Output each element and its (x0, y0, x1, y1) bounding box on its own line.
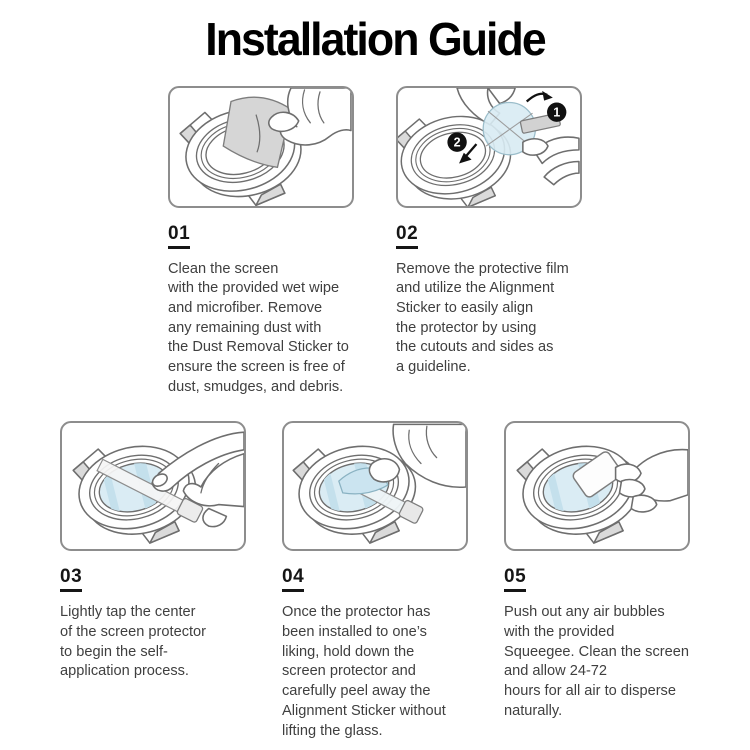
step-02-number: 02 (396, 223, 418, 249)
curled-finger (203, 509, 226, 527)
step-02-illustration (398, 88, 580, 206)
steps-row-top (0, 86, 750, 398)
step-01 (168, 86, 354, 398)
step-05-number: 05 (504, 566, 526, 592)
steps-row-bottom (0, 421, 750, 741)
step-02-illustration-box (396, 86, 582, 208)
curved-arrow-head (542, 90, 553, 100)
finger (488, 88, 515, 103)
step-02 (396, 86, 582, 398)
step-05-illustration (506, 423, 688, 549)
step-04-number: 04 (282, 566, 304, 592)
step-01-illustration (170, 88, 352, 206)
step-04 (282, 421, 468, 741)
installation-guide-page (0, 14, 750, 750)
step-03-description: Lightly tap the center of the screen protector to begin the self- application process. (60, 604, 207, 680)
badge-2-label: 2 (453, 135, 461, 150)
step-05-illustration-box (504, 421, 690, 551)
step-03-number: 03 (60, 566, 82, 592)
step-01-description: Clean the screen with the provided wet wipe and microfiber. Remove any remaining dust with the Dust Removal Sticker to ensure the screen is free of dust, smudges, and debris. (168, 260, 349, 395)
step-04-description: Once the protector has been installed to one’s liking, hold down the screen protector and carefully peel away the Alignment Sticker without lifting the glass. (282, 604, 446, 739)
step-04-illustration (284, 423, 466, 549)
step-03 (60, 421, 246, 741)
step-02-description: Remove the protective film and utilize the Alignment Sticker to easily align the protector by using the cutouts and sides as a guideline. (396, 260, 569, 376)
step-05 (504, 421, 690, 741)
step-03-illustration-box (60, 421, 246, 551)
step-01-illustration-box (168, 86, 354, 208)
step-04-illustration-box (282, 421, 468, 551)
page-title: Installation Guide (205, 13, 545, 65)
step-01-number: 01 (168, 223, 190, 249)
step-05-description: Push out any air bubbles with the provided Squeegee. Clean the screen and allow 24-72 hours for all air to disperse naturally. (504, 604, 689, 719)
badge-1-label: 1 (553, 105, 561, 120)
step-03-illustration (62, 423, 244, 549)
finger (544, 161, 579, 184)
thumb (369, 459, 399, 482)
